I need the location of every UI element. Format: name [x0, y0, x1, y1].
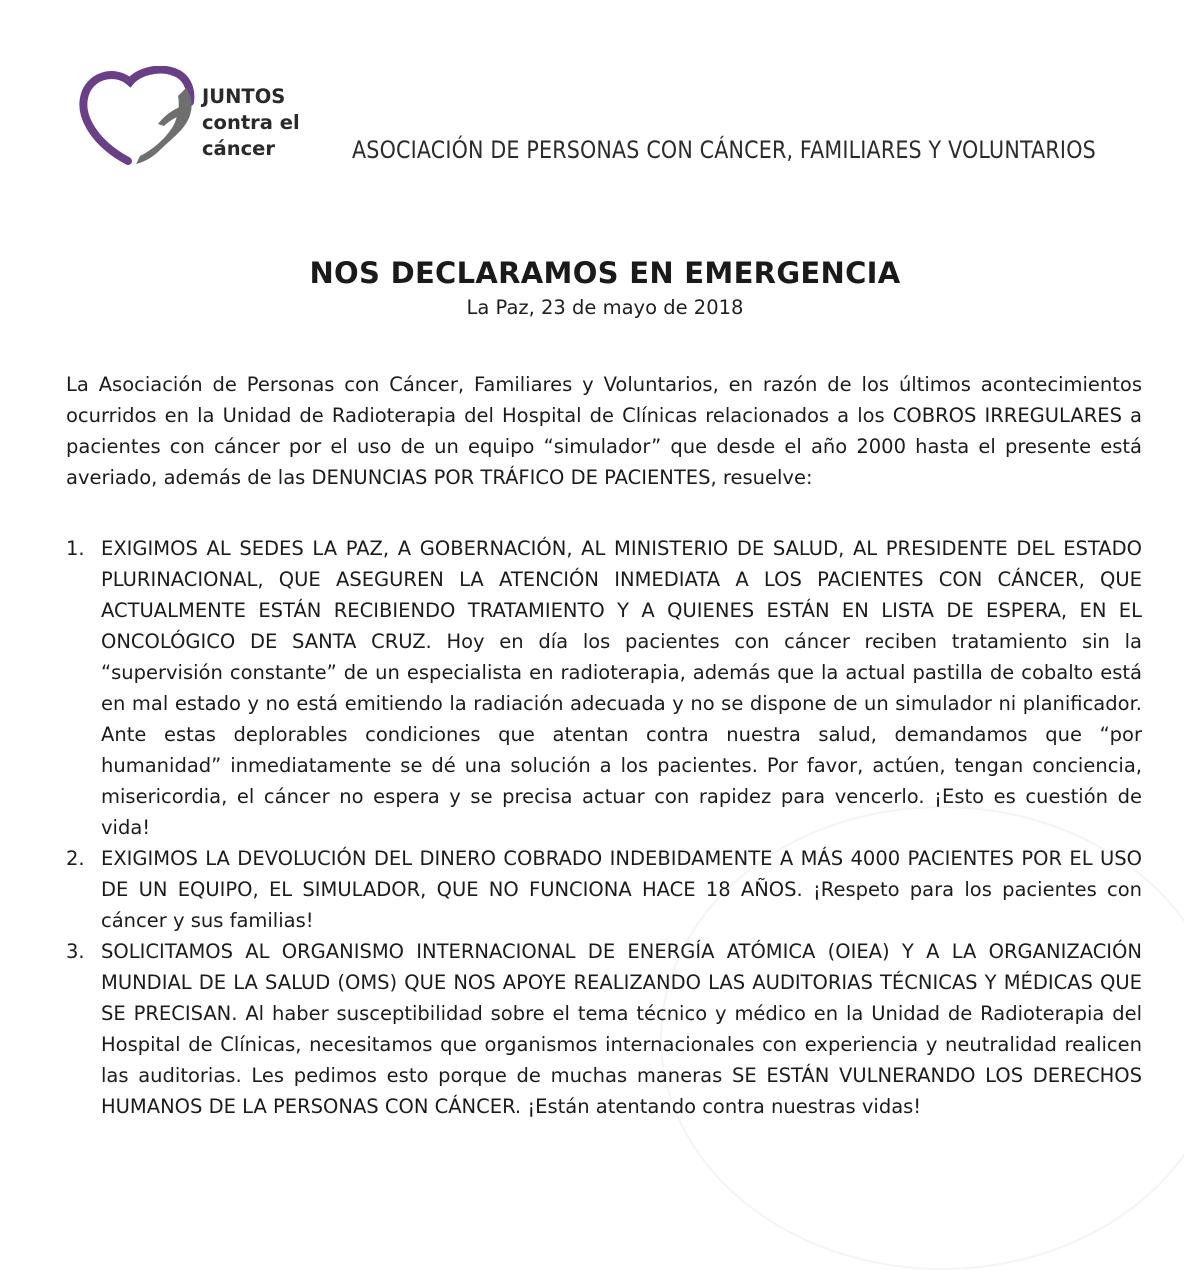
logo — [78, 66, 308, 176]
demand-item — [66, 533, 1142, 843]
logo-line-1: JUNTOS — [202, 85, 286, 108]
logo-line-3: cáncer — [202, 137, 276, 160]
demand-text: EXIGIMOS LA DEVOLUCIÓN DEL DINERO COBRADO INDEBIDAMENTE A MÁS 4000 PACIENTES POR EL USO DE UN EQUIPO, EL SIMULADOR, QUE NO FUNCIONA HACE 18 AÑOS. ¡Respeto para los pacientes con cáncer y sus familias! — [101, 847, 1142, 932]
demand-number: 2. — [66, 847, 85, 870]
demands-list — [66, 533, 1142, 1122]
demand-item — [66, 843, 1142, 936]
document-title: NOS DECLARAMOS EN EMERGENCIA — [309, 256, 901, 290]
heart-hand-icon — [78, 66, 208, 176]
logo-line-2: contra el — [202, 111, 300, 134]
demand-number: 3. — [66, 940, 85, 963]
demand-number: 1. — [66, 537, 85, 560]
demand-text: EXIGIMOS AL SEDES LA PAZ, A GOBERNACIÓN, AL MINISTERIO DE SALUD, AL PRESIDENTE DEL ESTADO PLURINACIONAL, QUE ASEGUREN LA ATENCIÓN INMEDIATA A LOS PACIENTES CON CÁNCER, QUE ACTUALMENTE ESTÁN RECIBIENDO TRATAMIENTO Y A QUIENES ESTÁN EN LISTA DE ESPERA, EN EL ONCOLÓGICO DE SANTA CRUZ. Hoy en día los pacientes con cáncer reciben tratamiento sin la “supervisión constante” de un especialista en radioterapia, además que la actual pastilla de cobalto está en mal estado y no está emitiendo la radiación adecuada y no se dispone de un simulador ni planificador. Ante estas deplorables condiciones que atentan contra nuestra salud, demandamos que “por humanidad” inmediatamente se dé una solución a los pacientes. Por favor, actúen, tengan conciencia, misericordia, el cáncer no espera y se precisa actuar con rapidez para vencerlo. ¡Esto es cuestión de vida! — [101, 537, 1142, 839]
document-date: La Paz, 23 de mayo de 2018 — [466, 296, 744, 319]
logo-text — [202, 84, 300, 162]
demand-text: SOLICITAMOS AL ORGANISMO INTERNACIONAL DE ENERGÍA ATÓMICA (OIEA) Y A LA ORGANIZACIÓN MUNDIAL DE LA SALUD (OMS) QUE NOS APOYE REALIZANDO LAS AUDITORIAS TÉCNICAS Y MÉDICAS QUE SE PRECISAN. Al haber susceptibilidad sobre el tema técnico y médico en la Unidad de Radioterapia del Hospital de Clínicas, necesitamos que organismos internacionales con experiencia y neutralidad realicen las auditorias. Les pedimos esto porque de muchas maneras SE ESTÁN VULNERANDO LOS DERECHOS HUMANOS DE LA PERSONAS CON CÁNCER. ¡Están atentando contra nuestras vidas! — [101, 940, 1142, 1118]
intro-paragraph: La Asociación de Personas con Cáncer, Familiares y Voluntarios, en razón de los últimos acontecimientos ocurridos en la Unidad de Radioterapia del Hospital de Clínicas relacionados a los COBROS IRREGULARES a pacientes con cáncer por el uso de un equipo “simulador” que desde el año 2000 hasta el presente está averiado, además de las DENUNCIAS POR TRÁFICO DE PACIENTES, resuelve: — [66, 372, 1142, 489]
organization-name: ASOCIACIÓN DE PERSONAS CON CÁNCER, FAMILIARES Y VOLUNTARIOS — [352, 136, 1096, 164]
demand-item — [66, 936, 1142, 1122]
hand-shape — [136, 88, 192, 164]
